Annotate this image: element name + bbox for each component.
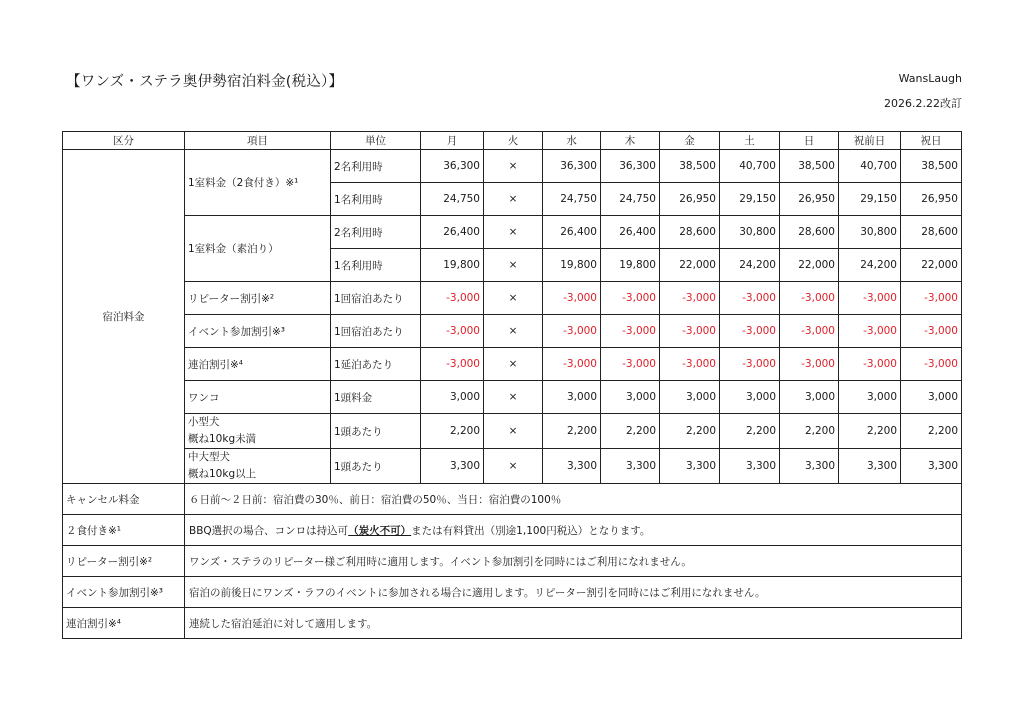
- table-row: [63, 150, 962, 183]
- table-row: [63, 315, 962, 348]
- value-cell: 38,500: [660, 150, 720, 183]
- value-cell: -3,000: [660, 315, 720, 348]
- value-cell: -3,000: [543, 282, 601, 315]
- header-unit: 単位: [331, 132, 421, 150]
- note-text-after: または有料貸出（別途1,100円税込）となります。: [411, 524, 651, 537]
- value-cell: 2,200: [720, 414, 780, 449]
- value-cell: -3,000: [780, 282, 839, 315]
- value-cell: 3,000: [421, 381, 484, 414]
- value-cell: -3,000: [601, 348, 660, 381]
- value-cell: 28,600: [780, 216, 839, 249]
- value-cell: -3,000: [720, 315, 780, 348]
- note-text-emphasis: （炭火不可）: [348, 524, 412, 537]
- value-cell: ×: [484, 449, 543, 484]
- value-cell: 3,300: [421, 449, 484, 484]
- value-cell: 3,300: [901, 449, 962, 484]
- table-header-row: [63, 132, 962, 150]
- value-cell: 2,200: [421, 414, 484, 449]
- value-cell: 3,000: [660, 381, 720, 414]
- value-cell: 30,800: [720, 216, 780, 249]
- value-cell: 19,800: [543, 249, 601, 282]
- header-wed: 水: [543, 132, 601, 150]
- value-cell: 24,750: [601, 183, 660, 216]
- unit-cell: 2名利用時: [331, 216, 421, 249]
- rate-table: [62, 131, 962, 639]
- value-cell: 3,300: [660, 449, 720, 484]
- value-cell: -3,000: [780, 348, 839, 381]
- header-mon: 月: [421, 132, 484, 150]
- value-cell: 3,300: [601, 449, 660, 484]
- table-row: [63, 348, 962, 381]
- value-cell: 24,750: [421, 183, 484, 216]
- value-cell: 22,000: [660, 249, 720, 282]
- value-cell: 26,950: [660, 183, 720, 216]
- unit-cell: 1頭あたり: [331, 414, 421, 449]
- value-cell: ×: [484, 414, 543, 449]
- value-cell: -3,000: [839, 348, 901, 381]
- value-cell: -3,000: [839, 282, 901, 315]
- value-cell: 22,000: [901, 249, 962, 282]
- value-cell: 38,500: [780, 150, 839, 183]
- value-cell: 40,700: [839, 150, 901, 183]
- note-label: イベント参加割引※³: [63, 577, 185, 608]
- table-row: [63, 282, 962, 315]
- value-cell: ×: [484, 249, 543, 282]
- note-text-before: BBQ選択の場合、コンロは持込可: [189, 524, 349, 537]
- value-cell: -3,000: [421, 315, 484, 348]
- value-cell: 19,800: [601, 249, 660, 282]
- value-cell: 38,500: [901, 150, 962, 183]
- value-cell: -3,000: [660, 348, 720, 381]
- value-cell: 26,950: [901, 183, 962, 216]
- unit-cell: 1名利用時: [331, 183, 421, 216]
- value-cell: -3,000: [543, 348, 601, 381]
- note-row-meals: [63, 515, 962, 546]
- note-text: ワンズ・ステラのリピーター様ご利用時に適用します。イベント参加割引を同時にはご利用になれません。: [185, 546, 962, 577]
- value-cell: -3,000: [543, 315, 601, 348]
- value-cell: 26,400: [543, 216, 601, 249]
- value-cell: 3,000: [901, 381, 962, 414]
- note-row-consecutive: [63, 608, 962, 639]
- value-cell: -3,000: [720, 348, 780, 381]
- value-cell: 29,150: [839, 183, 901, 216]
- value-cell: 24,200: [720, 249, 780, 282]
- header-holiday-eve: 祝前日: [839, 132, 901, 150]
- item-cell: [185, 449, 331, 484]
- value-cell: ×: [484, 381, 543, 414]
- value-cell: 2,200: [780, 414, 839, 449]
- value-cell: ×: [484, 315, 543, 348]
- value-cell: ×: [484, 348, 543, 381]
- note-row-repeater: [63, 546, 962, 577]
- item-cell: [185, 414, 331, 449]
- note-label: リピーター割引※²: [63, 546, 185, 577]
- value-cell: -3,000: [601, 315, 660, 348]
- note-label: 連泊割引※⁴: [63, 608, 185, 639]
- value-cell: 3,000: [720, 381, 780, 414]
- category-stay-cell: 宿泊料金: [63, 150, 185, 484]
- value-cell: 30,800: [839, 216, 901, 249]
- value-cell: -3,000: [660, 282, 720, 315]
- note-label: キャンセル料金: [63, 484, 185, 515]
- value-cell: 36,300: [601, 150, 660, 183]
- item-cell: 連泊割引※⁴: [185, 348, 331, 381]
- item-line-1: 小型犬: [188, 416, 220, 428]
- value-cell: -3,000: [720, 282, 780, 315]
- value-cell: 3,300: [839, 449, 901, 484]
- value-cell: 29,150: [720, 183, 780, 216]
- value-cell: 28,600: [901, 216, 962, 249]
- value-cell: 3,000: [543, 381, 601, 414]
- value-cell: 26,400: [601, 216, 660, 249]
- note-text: ６日前～２日前：宿泊費の30％、前日：宿泊費の50％、当日：宿泊費の100％: [185, 484, 962, 515]
- value-cell: 2,200: [543, 414, 601, 449]
- value-cell: ×: [484, 183, 543, 216]
- value-cell: 3,000: [780, 381, 839, 414]
- value-cell: ×: [484, 150, 543, 183]
- value-cell: -3,000: [839, 315, 901, 348]
- item-cell: リピーター割引※²: [185, 282, 331, 315]
- item-cell: イベント参加割引※³: [185, 315, 331, 348]
- header-thu: 木: [601, 132, 660, 150]
- table-row: [63, 381, 962, 414]
- value-cell: -3,000: [901, 282, 962, 315]
- note-text: [185, 515, 962, 546]
- header-category: 区分: [63, 132, 185, 150]
- value-cell: -3,000: [780, 315, 839, 348]
- value-cell: ×: [484, 216, 543, 249]
- header-fri: 金: [660, 132, 720, 150]
- value-cell: 2,200: [901, 414, 962, 449]
- value-cell: 2,200: [601, 414, 660, 449]
- unit-cell: 1名利用時: [331, 249, 421, 282]
- company-name: WansLaugh: [898, 72, 962, 85]
- header-sun: 日: [780, 132, 839, 150]
- note-row-cancellation: [63, 484, 962, 515]
- item-cell: 1室料金（素泊り）: [185, 216, 331, 282]
- value-cell: -3,000: [601, 282, 660, 315]
- note-row-event: [63, 577, 962, 608]
- value-cell: 24,200: [839, 249, 901, 282]
- table-row: [63, 449, 962, 484]
- revision-date: 2026.2.22改訂: [884, 97, 962, 110]
- header-item: 項目: [185, 132, 331, 150]
- unit-cell: 1頭料金: [331, 381, 421, 414]
- value-cell: 26,400: [421, 216, 484, 249]
- value-cell: 40,700: [720, 150, 780, 183]
- page-title: 【ワンズ・ステラ奥伊勢宿泊料金(税込）】: [66, 74, 344, 90]
- header-sat: 土: [720, 132, 780, 150]
- value-cell: 2,200: [660, 414, 720, 449]
- item-line-2: 概ね10kg未満: [188, 433, 257, 445]
- table-row: [63, 216, 962, 249]
- value-cell: ×: [484, 282, 543, 315]
- value-cell: 3,000: [601, 381, 660, 414]
- unit-cell: 1延泊あたり: [331, 348, 421, 381]
- value-cell: 26,950: [780, 183, 839, 216]
- value-cell: -3,000: [901, 315, 962, 348]
- value-cell: 22,000: [780, 249, 839, 282]
- table-row: [63, 414, 962, 449]
- value-cell: 3,000: [839, 381, 901, 414]
- unit-cell: 1回宿泊あたり: [331, 315, 421, 348]
- note-text: 連続した宿泊延泊に対して適用します。: [185, 608, 962, 639]
- note-label: ２食付き※¹: [63, 515, 185, 546]
- value-cell: 3,300: [780, 449, 839, 484]
- value-cell: 3,300: [720, 449, 780, 484]
- value-cell: 36,300: [543, 150, 601, 183]
- item-line-2: 概ね10kg以上: [188, 468, 257, 480]
- unit-cell: 2名利用時: [331, 150, 421, 183]
- item-line-1: 中大型犬: [188, 451, 230, 463]
- unit-cell: 1頭あたり: [331, 449, 421, 484]
- value-cell: -3,000: [901, 348, 962, 381]
- value-cell: 36,300: [421, 150, 484, 183]
- item-cell: 1室料金（2食付き）※¹: [185, 150, 331, 216]
- value-cell: -3,000: [421, 282, 484, 315]
- value-cell: -3,000: [421, 348, 484, 381]
- header-holiday: 祝日: [901, 132, 962, 150]
- unit-cell: 1回宿泊あたり: [331, 282, 421, 315]
- value-cell: 24,750: [543, 183, 601, 216]
- value-cell: 2,200: [839, 414, 901, 449]
- note-text: 宿泊の前後日にワンズ・ラフのイベントに参加される場合に適用します。リピーター割引を同時にはご利用になれません。: [185, 577, 962, 608]
- value-cell: 19,800: [421, 249, 484, 282]
- header-tue: 火: [484, 132, 543, 150]
- value-cell: 3,300: [543, 449, 601, 484]
- value-cell: 28,600: [660, 216, 720, 249]
- item-cell: ワンコ: [185, 381, 331, 414]
